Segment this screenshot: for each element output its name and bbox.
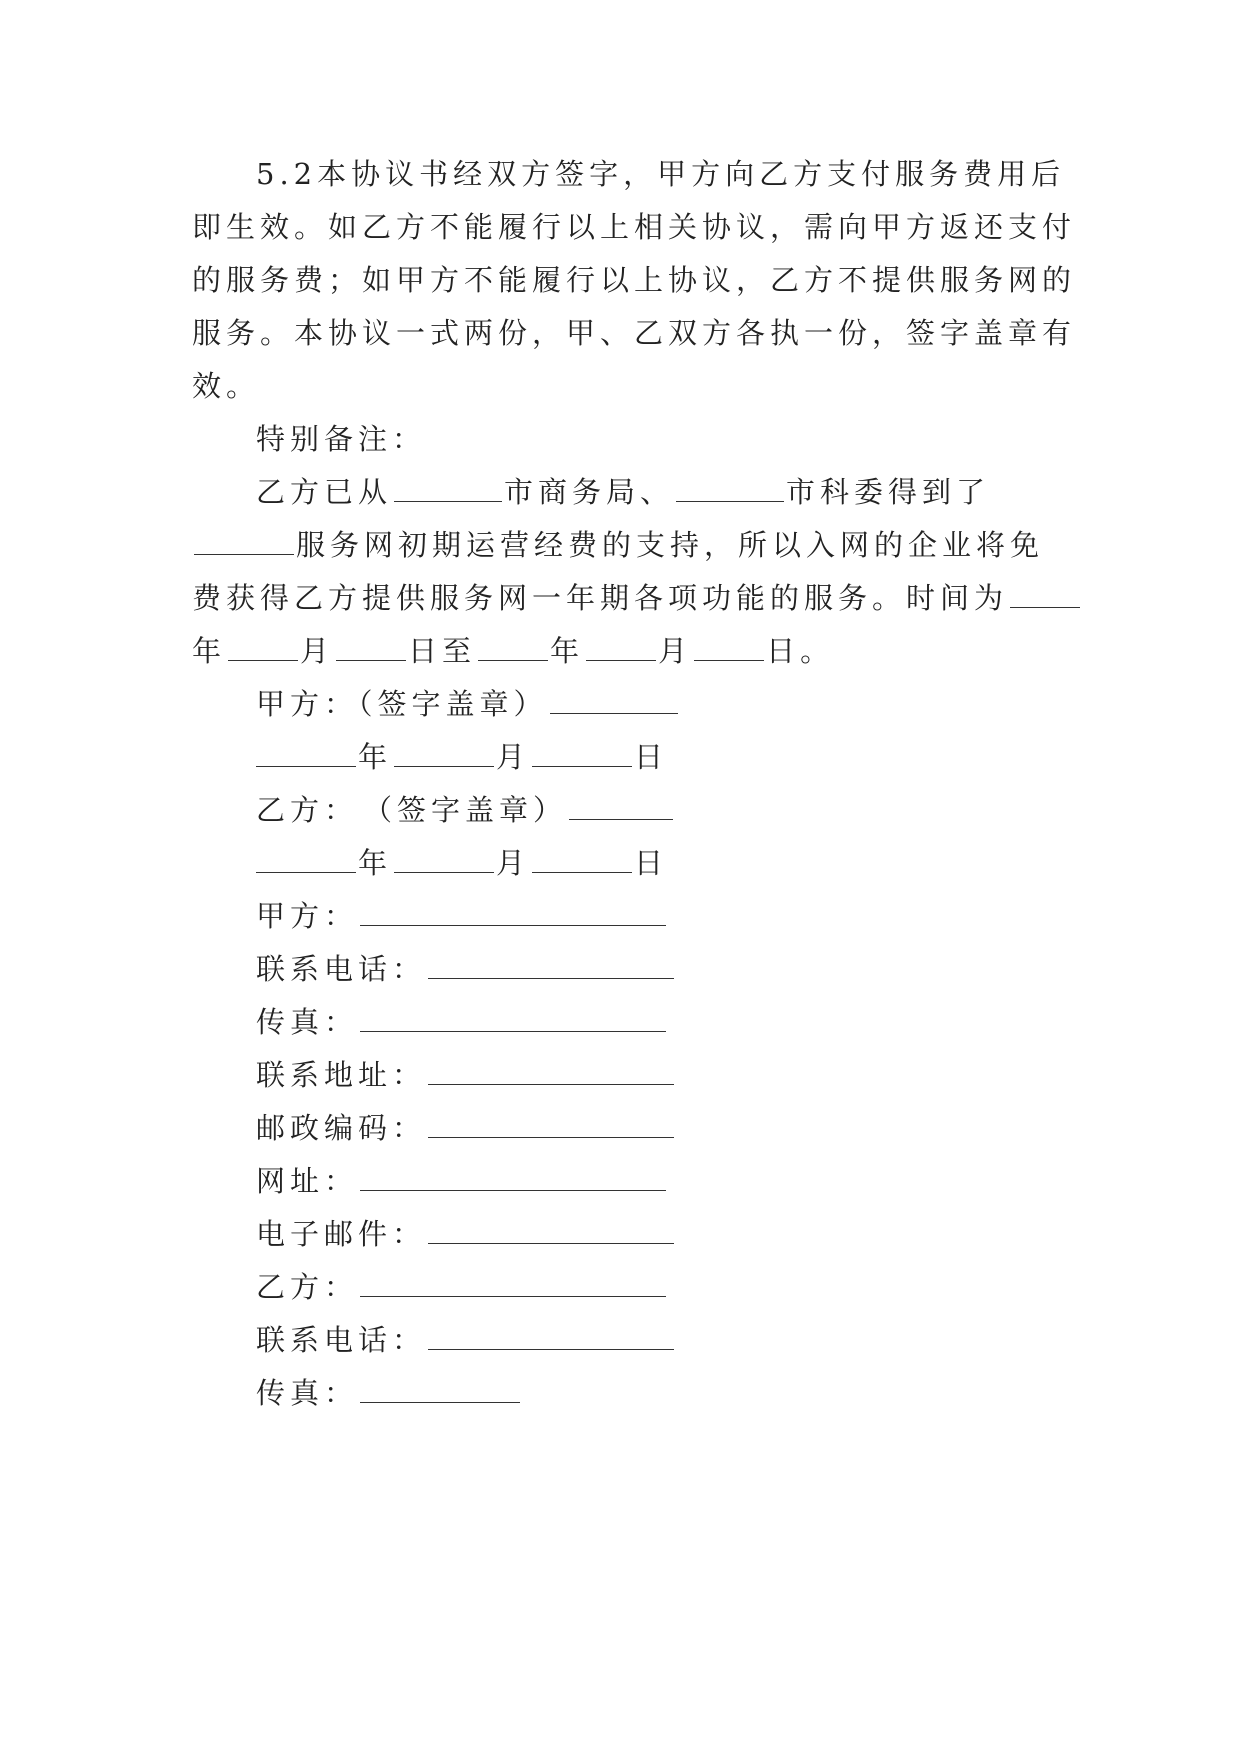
clause-line-3: 的服务费；如甲方不能履行以上协议，乙方不提供服务网的 <box>192 263 1077 297</box>
month-label: 月 <box>658 634 693 668</box>
party-a-blank[interactable] <box>360 899 666 926</box>
clause-line-1: 5.2本协议书经双方签字，甲方向乙方支付服务费用后 <box>256 157 1066 191</box>
party-a-field <box>256 896 668 936</box>
party-a-website-field <box>256 1161 668 1201</box>
month-label: 月 <box>496 740 531 774</box>
party-a-fax-field <box>256 1002 668 1042</box>
end-day-blank[interactable] <box>694 634 764 661</box>
party-b-blank[interactable] <box>360 1270 666 1297</box>
party-a-sign-blank[interactable] <box>550 687 678 714</box>
city-blank-1[interactable] <box>394 475 502 502</box>
party-a-phone-blank[interactable] <box>428 952 674 979</box>
start-month-blank[interactable] <box>336 634 406 661</box>
party-b-month-blank[interactable] <box>394 846 494 873</box>
party-a-postcode-field <box>256 1108 676 1148</box>
party-b-label: 乙方： <box>256 1270 359 1304</box>
remark-text: 服务网初期运营经费的支持，所以入网的企业将免 <box>296 528 1045 562</box>
day-to-label: 日至 <box>408 634 477 668</box>
party-b-sign-line <box>256 790 675 830</box>
clause-line-5: 效。 <box>192 369 261 403</box>
fax-label: 传真： <box>256 1005 359 1039</box>
party-b-day-blank[interactable] <box>532 846 632 873</box>
year-label: 年 <box>192 634 227 668</box>
party-a-date-line <box>256 737 668 777</box>
remark-line-1 <box>256 472 990 512</box>
email-label: 电子邮件： <box>256 1217 427 1251</box>
remark-line-3 <box>192 578 1082 618</box>
start-year-blank[interactable] <box>228 634 298 661</box>
party-b-field <box>256 1267 668 1307</box>
end-month-blank[interactable] <box>586 634 656 661</box>
party-b-fax-field <box>256 1373 522 1413</box>
party-b-sign-label: 乙方： （签字盖章） <box>256 793 568 827</box>
year-label: 年 <box>550 634 585 668</box>
clause-line-2: 即生效。如乙方不能履行以上相关协议，需向甲方返还支付 <box>192 210 1077 244</box>
party-b-year-blank[interactable] <box>256 846 356 873</box>
remark-line-2 <box>192 525 1044 565</box>
party-a-day-blank[interactable] <box>532 740 632 767</box>
party-a-phone-field <box>256 949 676 989</box>
party-b-fax-blank[interactable] <box>360 1376 520 1403</box>
party-b-phone-blank[interactable] <box>428 1323 674 1350</box>
day-label: 日 <box>634 846 669 880</box>
month-label: 月 <box>300 634 335 668</box>
day-label: 日 <box>634 740 669 774</box>
address-label: 联系地址： <box>256 1058 427 1092</box>
remark-text: 费获得乙方提供服务网一年期各项功能的服务。时间为 <box>192 581 1009 615</box>
party-a-year-blank[interactable] <box>256 740 356 767</box>
party-a-postcode-blank[interactable] <box>428 1111 674 1138</box>
time-blank[interactable] <box>1010 581 1080 608</box>
party-b-phone-field <box>256 1320 676 1360</box>
party-a-label: 甲方： <box>256 899 359 933</box>
year-label: 年 <box>358 740 393 774</box>
party-a-email-blank[interactable] <box>428 1217 674 1244</box>
remark-text: 乙方已从 <box>256 475 393 509</box>
party-a-website-blank[interactable] <box>360 1164 666 1191</box>
party-a-email-field <box>256 1214 676 1254</box>
end-year-blank[interactable] <box>478 634 548 661</box>
party-a-address-blank[interactable] <box>428 1058 674 1085</box>
remark-line-4 <box>192 631 834 671</box>
city-blank-2[interactable] <box>676 475 784 502</box>
day-end-label: 日。 <box>766 634 835 668</box>
month-label: 月 <box>496 846 531 880</box>
phone-label: 联系电话： <box>256 1323 427 1357</box>
year-label: 年 <box>358 846 393 880</box>
fax-label: 传真： <box>256 1376 359 1410</box>
clause-line-4: 服务。本协议一式两份，甲、乙双方各执一份，签字盖章有 <box>192 316 1077 350</box>
party-a-month-blank[interactable] <box>394 740 494 767</box>
party-a-sign-label: 甲方：（签字盖章） <box>256 687 548 721</box>
party-a-sign-line <box>256 684 680 724</box>
remark-text: 市商务局、 <box>504 475 675 509</box>
website-label: 网址： <box>256 1164 359 1198</box>
fund-blank[interactable] <box>194 528 294 555</box>
remark-text: 市科委得到了 <box>786 475 991 509</box>
postcode-label: 邮政编码： <box>256 1111 427 1145</box>
party-b-date-line <box>256 843 668 883</box>
party-b-sign-blank[interactable] <box>569 793 673 820</box>
party-a-address-field <box>256 1055 676 1095</box>
phone-label: 联系电话： <box>256 952 427 986</box>
remark-title: 特别备注： <box>256 422 427 456</box>
party-a-fax-blank[interactable] <box>360 1005 666 1032</box>
